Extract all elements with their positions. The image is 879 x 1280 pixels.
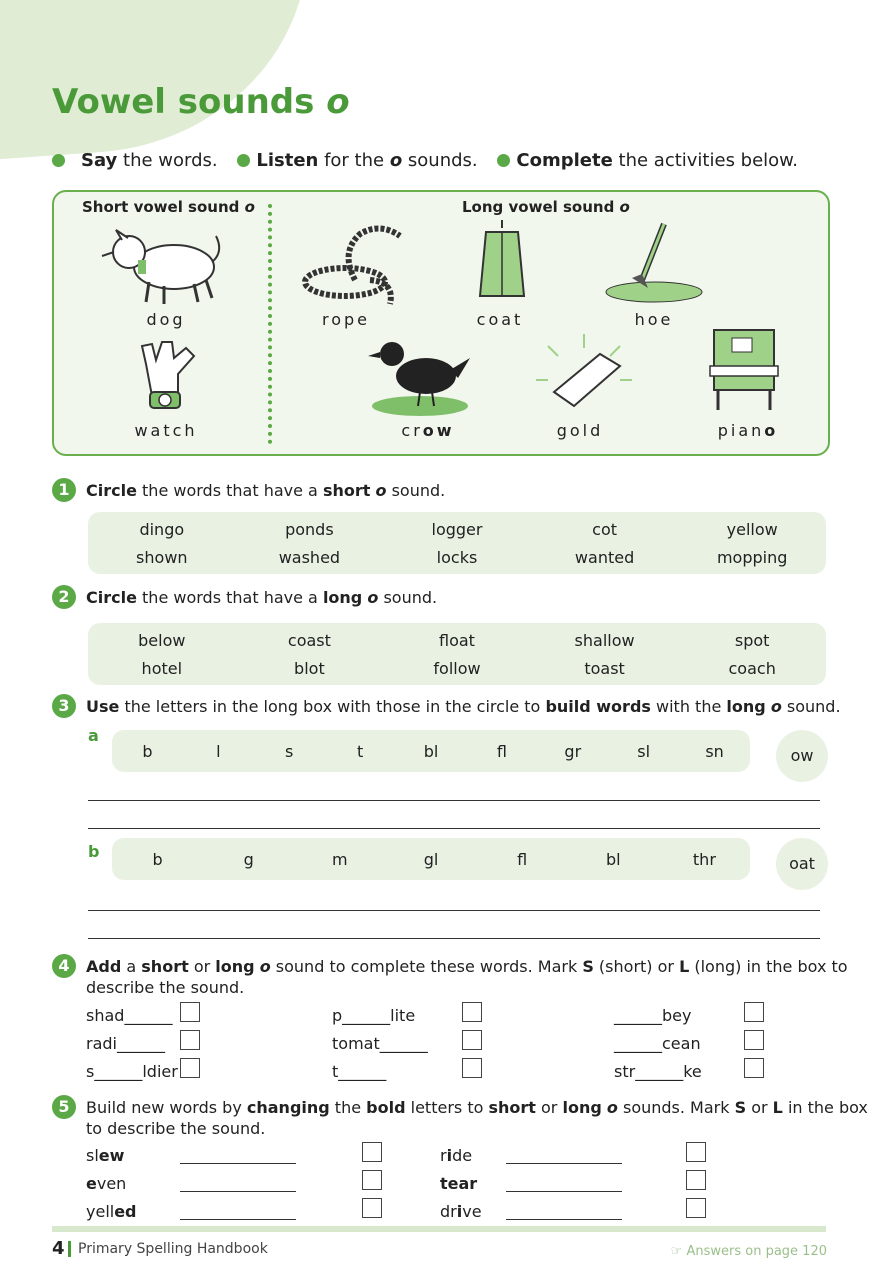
word-option[interactable]: dingo bbox=[139, 520, 185, 539]
pointing-hand-icon: ☞ bbox=[670, 1244, 683, 1259]
question-2-word-box bbox=[88, 623, 826, 685]
letter-tile: m bbox=[332, 849, 348, 869]
source-word: yelled bbox=[86, 1202, 137, 1221]
vowel-sound-examples bbox=[52, 190, 830, 456]
word-option[interactable]: hotel bbox=[141, 659, 183, 678]
long-vowel-heading: Long vowel sound o bbox=[462, 198, 630, 216]
word-hoe: hoe bbox=[634, 310, 674, 329]
letter-tile: gl bbox=[423, 849, 439, 869]
letter-tile: fl bbox=[517, 849, 528, 869]
letter-tile: b bbox=[152, 849, 163, 869]
rope-picture bbox=[300, 222, 410, 307]
word-option[interactable]: wanted bbox=[574, 548, 635, 567]
word-gold: gold bbox=[556, 421, 604, 440]
bullet-icon bbox=[497, 154, 510, 167]
question-5-text: Build new words by changing the bold letters to short or long o sounds. Mark S or L in the box bbox=[86, 1098, 868, 1117]
fill-word: ______bey bbox=[614, 1006, 692, 1025]
fill-word: ______cean bbox=[614, 1034, 701, 1053]
fill-word: t______ bbox=[332, 1062, 387, 1081]
word-option[interactable]: below bbox=[138, 631, 186, 650]
answer-line[interactable] bbox=[506, 1219, 622, 1220]
source-word: even bbox=[86, 1174, 127, 1193]
letter-box-a bbox=[112, 730, 750, 772]
word-option[interactable]: yellow bbox=[726, 520, 778, 539]
question-4-text: Add a short or long o sound to complete these words. Mark S (short) or L (long) in the box to bbox=[86, 957, 848, 976]
word-option[interactable]: washed bbox=[278, 548, 341, 567]
answer-line[interactable] bbox=[180, 1163, 296, 1164]
answer-checkbox[interactable] bbox=[686, 1198, 706, 1218]
letter-tile: fl bbox=[496, 741, 507, 761]
answer-checkbox[interactable] bbox=[744, 1030, 764, 1050]
answer-checkbox[interactable] bbox=[686, 1170, 706, 1190]
piano-picture bbox=[708, 322, 784, 414]
source-word: ride bbox=[440, 1146, 473, 1165]
answer-line[interactable] bbox=[88, 938, 820, 939]
fill-word: s______ldier bbox=[86, 1062, 178, 1081]
question-number: 3 bbox=[52, 694, 76, 718]
word-option[interactable]: blot bbox=[294, 659, 325, 678]
word-option[interactable]: shown bbox=[136, 548, 188, 567]
letter-tile: sn bbox=[705, 741, 724, 761]
word-option[interactable]: shallow bbox=[574, 631, 635, 650]
word-option[interactable]: follow bbox=[433, 659, 481, 678]
fill-word: p______lite bbox=[332, 1006, 416, 1025]
question-2-text: Circle the words that have a long o sound. bbox=[86, 588, 438, 607]
question-3-text: Use the letters in the long box with those in the circle to build words with the long o sound. bbox=[86, 697, 841, 716]
source-word: tear bbox=[440, 1174, 478, 1193]
answer-checkbox[interactable] bbox=[462, 1030, 482, 1050]
question-number: 5 bbox=[52, 1095, 76, 1119]
question-1-text: Circle the words that have a short o sound. bbox=[86, 481, 446, 500]
fill-word: tomat______ bbox=[332, 1034, 428, 1053]
instructions: Say the words. Listen for the o sounds. Complete the activities below. bbox=[52, 150, 798, 171]
word-option[interactable]: coast bbox=[287, 631, 331, 650]
bullet-icon bbox=[237, 154, 250, 167]
answer-checkbox[interactable] bbox=[744, 1002, 764, 1022]
footer-bar bbox=[52, 1226, 826, 1232]
letter-tile: g bbox=[243, 849, 254, 869]
word-crow: crow bbox=[401, 421, 455, 440]
word-option[interactable]: toast bbox=[584, 659, 625, 678]
question-5-text-line2: to describe the sound. bbox=[86, 1119, 266, 1138]
short-vowel-heading: Short vowel sound o bbox=[82, 198, 255, 216]
answer-checkbox[interactable] bbox=[362, 1170, 382, 1190]
letter-tile: t bbox=[356, 741, 364, 761]
answer-line[interactable] bbox=[180, 1219, 296, 1220]
word-dog: dog bbox=[146, 310, 186, 329]
word-option[interactable]: cot bbox=[592, 520, 617, 539]
answer-checkbox[interactable] bbox=[362, 1142, 382, 1162]
watch-picture bbox=[132, 334, 204, 414]
fill-word: shad______ bbox=[86, 1006, 173, 1025]
letter-tile: l bbox=[216, 741, 221, 761]
word-watch: watch bbox=[134, 421, 198, 440]
word-coat: coat bbox=[476, 310, 524, 329]
letter-tile: b bbox=[142, 741, 153, 761]
question-number: 2 bbox=[52, 585, 76, 609]
source-word: drive bbox=[440, 1202, 482, 1221]
fill-word: str______ke bbox=[614, 1062, 702, 1081]
page-number: 4 bbox=[52, 1238, 65, 1259]
word-rope: rope bbox=[321, 310, 370, 329]
word-option[interactable]: coach bbox=[728, 659, 776, 678]
answer-line[interactable] bbox=[180, 1191, 296, 1192]
answer-checkbox[interactable] bbox=[462, 1058, 482, 1078]
answer-checkbox[interactable] bbox=[462, 1002, 482, 1022]
dog-picture bbox=[94, 222, 224, 307]
word-option[interactable]: locks bbox=[436, 548, 478, 567]
letter-tile: thr bbox=[692, 849, 716, 869]
word-option[interactable]: float bbox=[439, 631, 475, 650]
answer-line[interactable] bbox=[88, 800, 820, 801]
coat-picture bbox=[472, 218, 532, 306]
divider bbox=[268, 204, 272, 444]
letter-box-b bbox=[112, 838, 750, 880]
ending-circle-b: oat bbox=[776, 838, 828, 890]
answer-checkbox[interactable] bbox=[362, 1198, 382, 1218]
footer-divider bbox=[68, 1241, 71, 1257]
word-piano: piano bbox=[717, 421, 779, 440]
word-option[interactable]: mopping bbox=[716, 548, 788, 567]
answer-checkbox[interactable] bbox=[744, 1058, 764, 1078]
question-4-text-line2: describe the sound. bbox=[86, 978, 245, 997]
answer-line[interactable] bbox=[88, 910, 820, 911]
question-1-word-box bbox=[88, 512, 826, 574]
ending-circle-a: ow bbox=[776, 730, 828, 782]
question-number: 1 bbox=[52, 478, 76, 502]
word-option[interactable]: spot bbox=[734, 631, 770, 650]
letter-tile: gr bbox=[564, 741, 582, 761]
answer-checkbox[interactable] bbox=[180, 1058, 200, 1078]
source-word: slew bbox=[86, 1146, 125, 1165]
answer-checkbox[interactable] bbox=[180, 1002, 200, 1022]
question-number: 4 bbox=[52, 954, 76, 978]
sub-label-a: a bbox=[88, 726, 99, 745]
bullet-icon bbox=[52, 154, 65, 167]
word-option[interactable]: logger bbox=[431, 520, 483, 539]
letter-tile: s bbox=[285, 741, 294, 761]
gold-picture bbox=[534, 332, 634, 416]
answers-reference: ☞ Answers on page 120 bbox=[670, 1244, 827, 1259]
answer-checkbox[interactable] bbox=[686, 1142, 706, 1162]
letter-tile: sl bbox=[637, 741, 651, 761]
letter-tile: bl bbox=[605, 849, 621, 869]
answer-line[interactable] bbox=[506, 1191, 622, 1192]
answer-checkbox[interactable] bbox=[180, 1030, 200, 1050]
answer-line[interactable] bbox=[506, 1163, 622, 1164]
crow-picture bbox=[366, 334, 474, 416]
sub-label-b: b bbox=[88, 842, 100, 861]
answer-line[interactable] bbox=[88, 828, 820, 829]
page-title: Vowel sounds o bbox=[52, 82, 350, 122]
fill-word: radi______ bbox=[86, 1034, 165, 1053]
hoe-picture bbox=[602, 218, 706, 304]
word-option[interactable]: ponds bbox=[285, 520, 334, 539]
book-title: Primary Spelling Handbook bbox=[78, 1241, 268, 1257]
letter-tile: bl bbox=[423, 741, 439, 761]
